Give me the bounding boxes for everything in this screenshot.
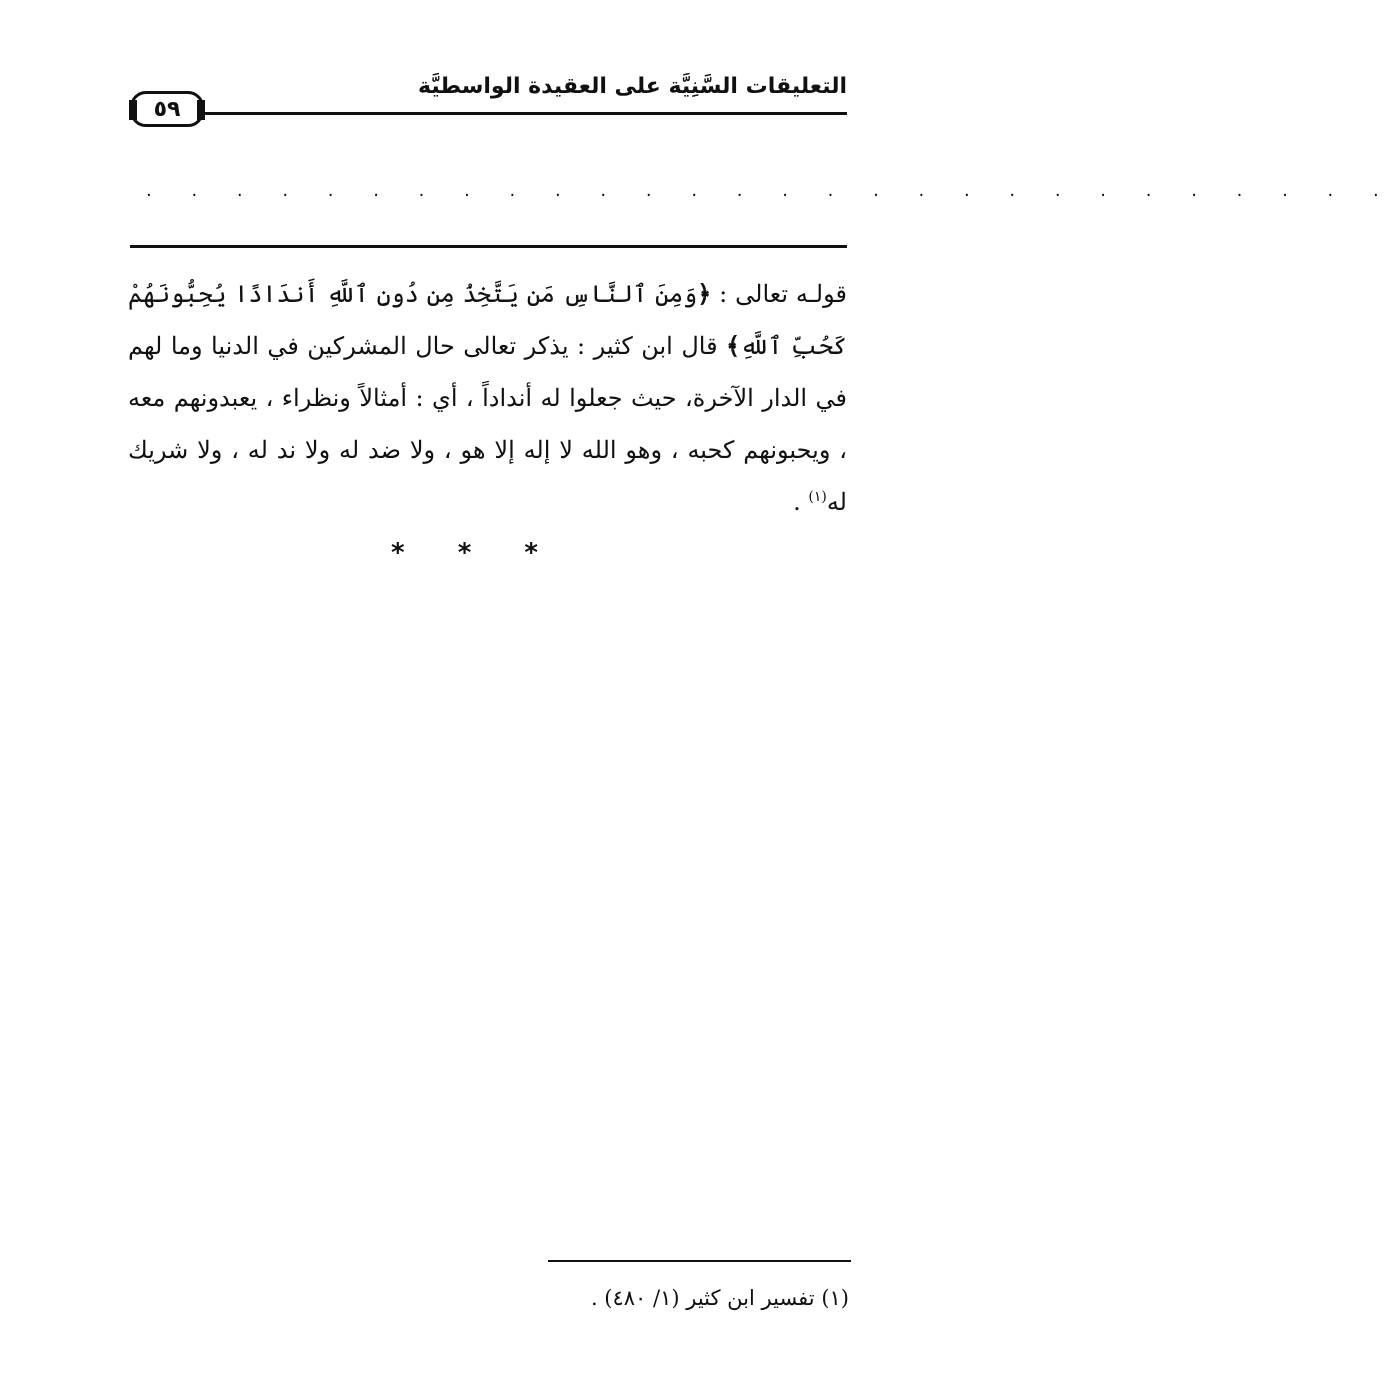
- header-rule: [195, 112, 847, 115]
- verse-open-bracket: ﴿: [697, 279, 712, 308]
- footnote-reference: (١): [808, 489, 827, 505]
- footnote-1: (١) تفسير ابن كثير (١/ ٤٨٠) .: [590, 1286, 849, 1310]
- commentary-text: قال ابن كثير : يذكر تعالى حال المشركين في الدنيا وما لهم في الدار الآخرة، حيث جعلوا له أنداداً ، أي : أمثالاً ونظراء ، يعبدونهم معه ، ويحبونهم كحبه ، وهو الله لا إله إلا هو ، ولا ضد له ولا ند له ، ولا شريك له: [128, 332, 847, 516]
- quran-verse: وَمِنَ ٱلنَّاسِ مَن يَتَّخِذُ مِن دُونِ ٱللَّهِ أَندَادًا يُحِبُّونَهُمْ كَحُبِّ ٱللَّهِ: [128, 280, 847, 360]
- page-number: ٥٩: [153, 96, 181, 122]
- body-paragraph: [128, 268, 847, 528]
- page-number-badge: [130, 91, 204, 127]
- section-separator-stars: * * *: [391, 538, 560, 568]
- verse-close-bracket: ﴾: [726, 331, 741, 360]
- footnote-rule: [548, 1260, 851, 1262]
- ellipsis-dots: . . . . . . . . . . . . . . . . . . . . . . . . . . . .: [146, 180, 1396, 201]
- end-mark: .: [793, 488, 809, 516]
- section-rule: [130, 245, 847, 248]
- intro-text: قولـه تعالى :: [711, 280, 847, 308]
- running-title: التعليقات السَّنِيَّة على العقيدة الواسطيَّة: [417, 74, 847, 99]
